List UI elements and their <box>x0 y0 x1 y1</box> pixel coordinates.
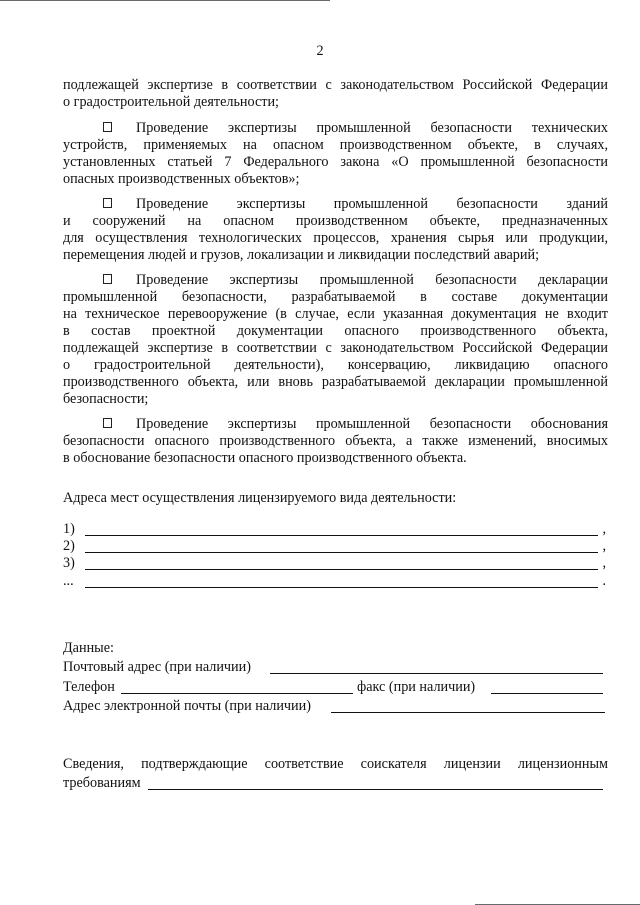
text-line: требованиям <box>63 775 141 791</box>
text-line: и сооружений на опасном производственном объекте, предназначенных <box>63 213 608 229</box>
address-number: 1) <box>63 521 75 537</box>
data-heading: Данные: <box>63 640 114 656</box>
fill-in-rule <box>331 712 605 713</box>
text-line: о градостроительной деятельности), консервацию, ликвидацию опасного <box>63 357 608 373</box>
paragraph-declaration <box>63 272 608 408</box>
text-line: безопасности опасного производственного объекта, а также изменений, вносимых <box>63 433 608 449</box>
address-number: 3) <box>63 555 75 571</box>
address-end-mark: , <box>602 521 606 537</box>
postal-address-label: Почтовый адрес (при наличии) <box>63 659 251 675</box>
address-number: 2) <box>63 538 75 554</box>
text-line: Проведение экспертизы промышленной безопасности зданий <box>136 196 608 212</box>
address-end-mark: , <box>602 555 606 571</box>
paragraph-continuation <box>63 77 608 111</box>
text-line: безопасности; <box>63 391 149 407</box>
text-line: Сведения, подтверждающие соответствие соискателя лицензии лицензионным <box>63 756 608 772</box>
empty-square-icon <box>103 418 112 428</box>
paragraph-safety-justification <box>63 416 608 467</box>
text-line: о градостроительной деятельности; <box>63 94 279 110</box>
phone-fax-field[interactable] <box>63 679 608 696</box>
address-end-mark: , <box>602 538 606 554</box>
fill-in-rule <box>85 587 598 588</box>
fill-in-rule <box>85 552 598 553</box>
fill-in-rule <box>85 535 598 536</box>
email-label: Адрес электронной почты (при наличии) <box>63 698 311 714</box>
empty-square-icon <box>103 122 112 132</box>
address-line-more[interactable] <box>63 573 608 590</box>
text-line: опасных производственных объектов»; <box>63 171 300 187</box>
scan-edge-line <box>0 0 330 1</box>
fill-in-rule <box>270 673 603 674</box>
text-line: для осуществления технологических процессов, хранения сырья или продукции, <box>63 230 608 246</box>
fill-in-rule <box>148 789 603 790</box>
address-line-3[interactable] <box>63 555 608 572</box>
page-number: 2 <box>316 43 324 59</box>
text-line: устройств, применяемых на опасном производственном объекте, в случаях, <box>63 137 608 153</box>
fill-in-rule <box>121 693 353 694</box>
compliance-statement <box>63 756 608 773</box>
fill-in-rule <box>491 693 603 694</box>
empty-square-icon <box>103 274 112 284</box>
compliance-field[interactable] <box>63 775 608 792</box>
address-number: ... <box>63 573 74 589</box>
address-line-2[interactable] <box>63 538 608 555</box>
text-line: производственного объекта, или вновь разрабатываемой декларации промышленной <box>63 374 608 390</box>
text-line: Проведение экспертизы промышленной безопасности декларации <box>136 272 608 288</box>
postal-address-field[interactable] <box>63 659 608 676</box>
text-line: Проведение экспертизы промышленной безопасности обоснования <box>136 416 608 432</box>
paragraph-buildings <box>63 196 608 264</box>
text-line: перемещения людей и грузов, локализации и ликвидации последствий аварий; <box>63 247 540 263</box>
address-end-mark: . <box>602 573 606 589</box>
text-line: подлежащей экспертизе в соответствии с законодательством Российской Федерации <box>63 77 608 93</box>
text-line: в обоснование безопасности опасного производственного объекта. <box>63 450 467 466</box>
paragraph-technical-devices <box>63 120 608 188</box>
text-line: подлежащей экспертизе в соответствии с законодательством Российской Федерации <box>63 340 608 356</box>
email-field[interactable] <box>63 698 608 715</box>
address-line-1[interactable] <box>63 521 608 538</box>
fax-label: факс (при наличии) <box>357 679 476 695</box>
text-line: на техническое перевооружение (в случае, если указанная документация не входит <box>63 306 608 322</box>
text-line: установленных статьей 7 Федерального закона «О промышленной безопасности <box>63 154 608 170</box>
fill-in-rule <box>85 569 598 570</box>
text-line: промышленной безопасности, разрабатываемой в составе документации <box>63 289 608 305</box>
text-line: в состав проектной документации опасного производственного объекта, <box>63 323 608 339</box>
text-line: Проведение экспертизы промышленной безопасности технических <box>136 120 608 136</box>
phone-label: Телефон <box>63 679 115 695</box>
addresses-heading: Адреса мест осуществления лицензируемого вида деятельности: <box>63 490 457 506</box>
empty-square-icon <box>103 198 112 208</box>
